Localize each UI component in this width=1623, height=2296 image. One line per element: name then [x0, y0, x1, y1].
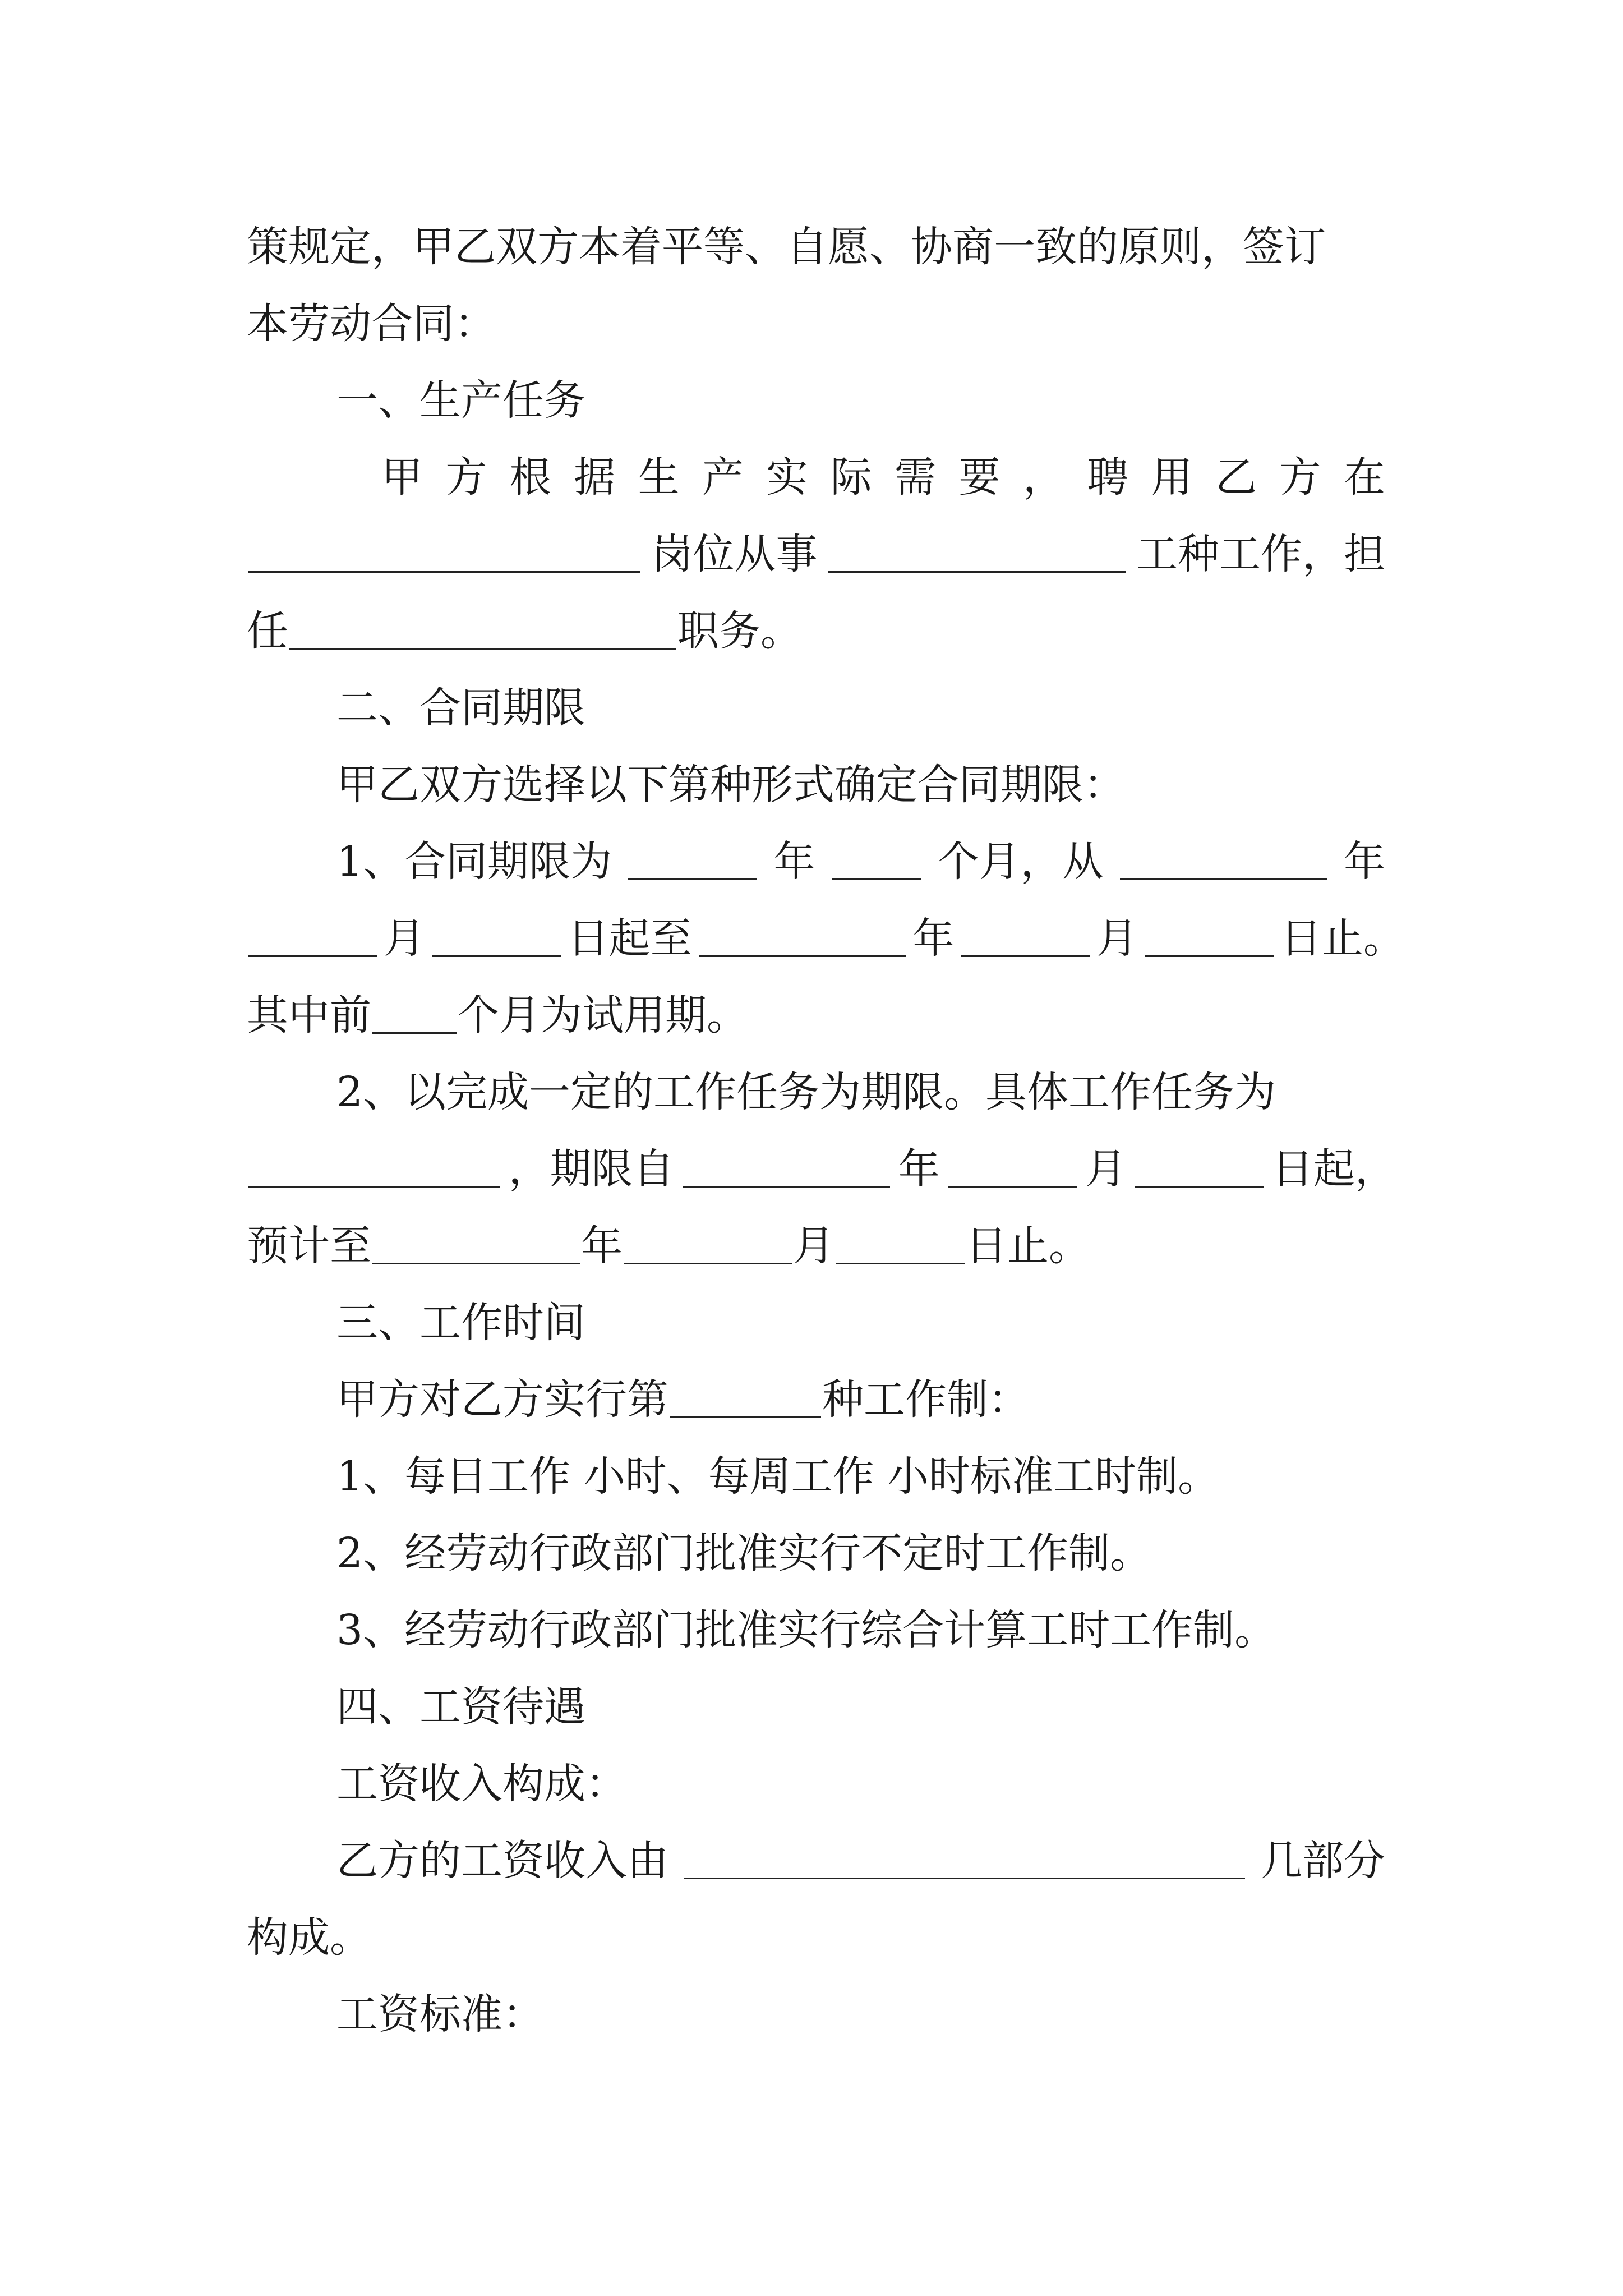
text-segment: 几部分 — [1261, 1837, 1385, 1885]
text-segment: 本劳动合同： — [247, 300, 496, 348]
text-segment: 甲 — [381, 453, 423, 501]
blank-line — [832, 837, 921, 880]
text-line — [336, 751, 1385, 818]
blank-line — [948, 1144, 1077, 1188]
text-segment: 月 — [383, 914, 425, 963]
text-line — [336, 1981, 1385, 2048]
blank-line — [961, 914, 1090, 957]
text-segment: 乙 — [1215, 453, 1257, 501]
section-heading-text: 一、生产任务 — [336, 376, 585, 425]
text-line — [381, 444, 1385, 511]
text-segment: 根 — [509, 453, 551, 501]
text-line — [336, 828, 1385, 895]
text-segment: 其中前 — [247, 991, 371, 1039]
text-line — [247, 982, 1385, 1049]
text-segment: 月 — [1096, 914, 1138, 963]
text-segment: 日止。 — [1280, 914, 1405, 963]
text-segment: 2、经劳动行政部门批准实行不定时工作制。 — [336, 1529, 1152, 1577]
text-segment: 个月为试用期。 — [458, 991, 748, 1039]
text-segment: 年 — [773, 838, 815, 886]
text-segment: 预计至 — [247, 1222, 371, 1270]
text-segment: 工资标准： — [336, 1990, 544, 2039]
blank-line — [289, 606, 676, 650]
text-segment: 年 — [1343, 838, 1385, 886]
text-segment: 要 — [958, 453, 1000, 501]
blank-line — [624, 1221, 792, 1264]
text-segment: 实 — [766, 453, 808, 501]
text-segment: 方 — [1279, 453, 1321, 501]
text-segment: 据 — [574, 453, 616, 501]
section-heading-text: 三、工作时间 — [336, 1299, 585, 1347]
text-line — [247, 213, 1385, 280]
text-segment: ，期限自 — [508, 1145, 675, 1193]
text-segment: 职务。 — [677, 607, 802, 655]
text-segment: 1、合同期限为 — [336, 838, 612, 886]
text-segment: 年 — [581, 1222, 623, 1270]
text-line — [336, 1520, 1385, 1587]
blank-line — [628, 837, 757, 880]
text-segment: 甲方对乙方实行第 — [336, 1375, 668, 1424]
text-segment: 岗位从事 — [651, 530, 818, 578]
text-segment: 产 — [702, 453, 744, 501]
section-heading-text: 四、工资待遇 — [336, 1683, 585, 1731]
text-segment: 聘 — [1087, 453, 1129, 501]
section-heading — [336, 1673, 1385, 1741]
blank-line — [836, 1221, 965, 1264]
text-segment: 构成。 — [247, 1913, 371, 1962]
text-segment: 工种工作，担 — [1136, 530, 1385, 578]
blank-line — [1135, 1144, 1264, 1188]
text-segment: 月 — [1085, 1145, 1127, 1193]
text-segment: 日起至 — [567, 914, 692, 963]
text-line — [336, 1596, 1385, 1664]
text-line — [247, 1135, 1396, 1203]
text-line — [247, 905, 1405, 972]
text-line — [336, 1443, 1385, 1510]
text-segment: 1、每日工作 小时、每周工作 小时标准工时制。 — [336, 1452, 1220, 1501]
text-line — [247, 597, 1385, 665]
text-segment: 工资收入构成： — [336, 1760, 627, 1808]
blank-line — [248, 914, 377, 957]
text-line — [336, 1366, 1385, 1433]
text-line — [247, 1904, 1385, 1971]
text-segment: 需 — [895, 453, 937, 501]
blank-line — [684, 1836, 1245, 1879]
text-segment: 日止。 — [966, 1222, 1090, 1270]
text-segment: 乙方的工资收入由 — [336, 1837, 668, 1885]
text-segment: 在 — [1343, 453, 1385, 501]
text-line — [247, 1212, 1385, 1280]
text-line — [336, 1750, 1385, 1818]
text-segment: 月 — [793, 1222, 834, 1270]
blank-line — [699, 914, 906, 957]
blank-line — [432, 914, 561, 957]
section-heading-text: 二、合同期限 — [336, 684, 585, 732]
blank-line — [248, 530, 640, 573]
text-segment: 3、经劳动行政部门批准实行综合计算工时工作制。 — [336, 1606, 1276, 1654]
section-heading — [336, 367, 1385, 434]
section-heading — [336, 674, 1385, 742]
text-segment: 用 — [1151, 453, 1193, 501]
blank-line — [828, 530, 1126, 573]
text-line — [247, 521, 1385, 588]
text-segment: 生 — [638, 453, 680, 501]
blank-line — [1145, 914, 1274, 957]
blank-line — [670, 1375, 821, 1418]
text-segment: 策规定，甲乙双方本着平等、自愿、协商一致的原则，签订 — [247, 223, 1326, 271]
section-heading — [336, 1289, 1385, 1356]
text-segment: 任 — [247, 607, 288, 655]
text-line — [336, 1059, 1385, 1126]
blank-line — [372, 991, 457, 1034]
text-segment: 2、以完成一定的工作任务为期限。具体工作任务为 — [336, 1068, 1276, 1116]
text-segment: 年 — [912, 914, 955, 963]
text-line — [247, 290, 1385, 357]
blank-line — [248, 1144, 500, 1188]
text-segment: ， — [1022, 453, 1064, 501]
text-segment: 种工作制： — [822, 1375, 1030, 1424]
text-segment: 方 — [445, 453, 487, 501]
text-segment: 甲乙双方选择以下第种形式确定合同期限： — [336, 761, 1125, 809]
text-segment: 个月，从 — [937, 838, 1104, 886]
blank-line — [683, 1144, 890, 1188]
blank-line — [372, 1221, 580, 1264]
text-segment: 际 — [830, 453, 872, 501]
text-line — [336, 1827, 1385, 1894]
text-segment: 日起， — [1271, 1145, 1396, 1193]
text-segment: 年 — [898, 1145, 940, 1193]
blank-line — [1120, 837, 1327, 880]
